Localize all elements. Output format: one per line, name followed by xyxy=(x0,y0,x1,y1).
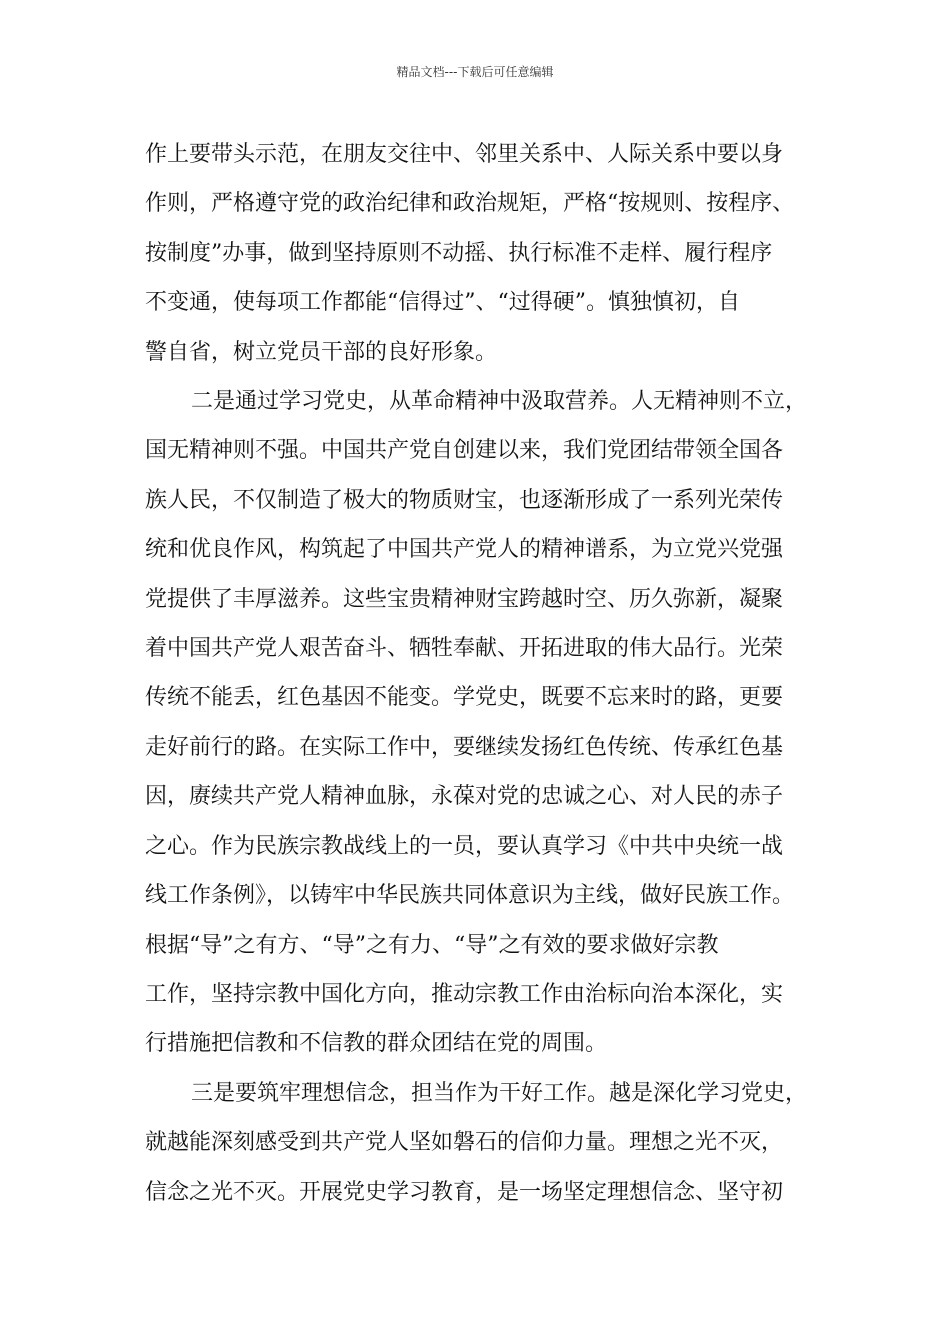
text-line: 作上要带头示范，在朋友交往中、邻里关系中、人际关系中要以身 xyxy=(145,142,784,167)
document-body xyxy=(145,130,807,1217)
text-line: 行措施把信教和不信教的群众团结在党的周围。 xyxy=(145,1031,608,1057)
text-line: 党提供了丰厚滋养。这些宝贵精神财宝跨越时空、历久弥新，凝聚 xyxy=(145,586,784,612)
text-line: 三是要筑牢理想信念，担当作为干好工作。越是深化学习党史， xyxy=(191,1080,807,1106)
text-line: 国无精神则不强。中国共产党自创建以来，我们党团结带领全国各 xyxy=(145,438,784,464)
text-line: 统和优良作风，构筑起了中国共产党人的精神谱系，为立党兴党强 xyxy=(145,537,784,563)
page-header: 精品文档---下载后可任意编辑 xyxy=(396,65,554,79)
text-line: 根据“导”之有方、“导”之有力、“导”之有效的要求做好宗教 xyxy=(145,932,719,958)
text-line: 传统不能丢，红色基因不能变。学党史，既要不忘来时的路，更要 xyxy=(145,685,784,711)
text-line: 工作，坚持宗教中国化方向，推动宗教工作由治标向治本深化，实 xyxy=(145,981,784,1007)
text-line: 按制度”办事，做到坚持原则不动摇、执行标准不走样、履行程序 xyxy=(145,240,773,266)
text-line: 着中国共产党人艰苦奋斗、牺牲奉献、开拓进取的伟大品行。光荣 xyxy=(145,636,784,662)
paragraph-3 xyxy=(145,1069,807,1217)
text-line: 不变通，使每项工作都能“信得过”、“过得硬”。慎独慎初，自 xyxy=(145,290,740,316)
text-line: 警自省，树立党员干部的良好形象。 xyxy=(145,339,498,365)
text-line: 就越能深刻感受到共产党人坚如磐石的信仰力量。理想之光不灭， xyxy=(145,1130,784,1156)
paragraph-1 xyxy=(145,130,807,377)
text-line: 二是通过学习党史，从革命精神中汲取营养。人无精神则不立， xyxy=(191,389,807,415)
text-line: 族人民，不仅制造了极大的物质财宝，也逐渐形成了一系列光荣传 xyxy=(145,487,784,513)
text-line: 走好前行的路。在实际工作中，要继续发扬红色传统、传承红色基 xyxy=(145,734,784,760)
text-line: 线工作条例》，以铸牢中华民族共同体意识为主线，做好民族工作。 xyxy=(145,883,795,909)
text-line: 之心。作为民族宗教战线上的一员，要认真学习《中共中央统一战 xyxy=(145,833,784,859)
text-line: 信念之光不灭。开展党史学习教育，是一场坚定理想信念、坚守初 xyxy=(145,1179,784,1205)
text-line: 作则，严格遵守党的政治纪律和政治规矩，严格“按规则、按程序、 xyxy=(145,191,795,217)
paragraph-2 xyxy=(145,377,807,1069)
text-line: 因，赓续共产党人精神血脉，永葆对党的忠诚之心、对人民的赤子 xyxy=(145,784,784,810)
